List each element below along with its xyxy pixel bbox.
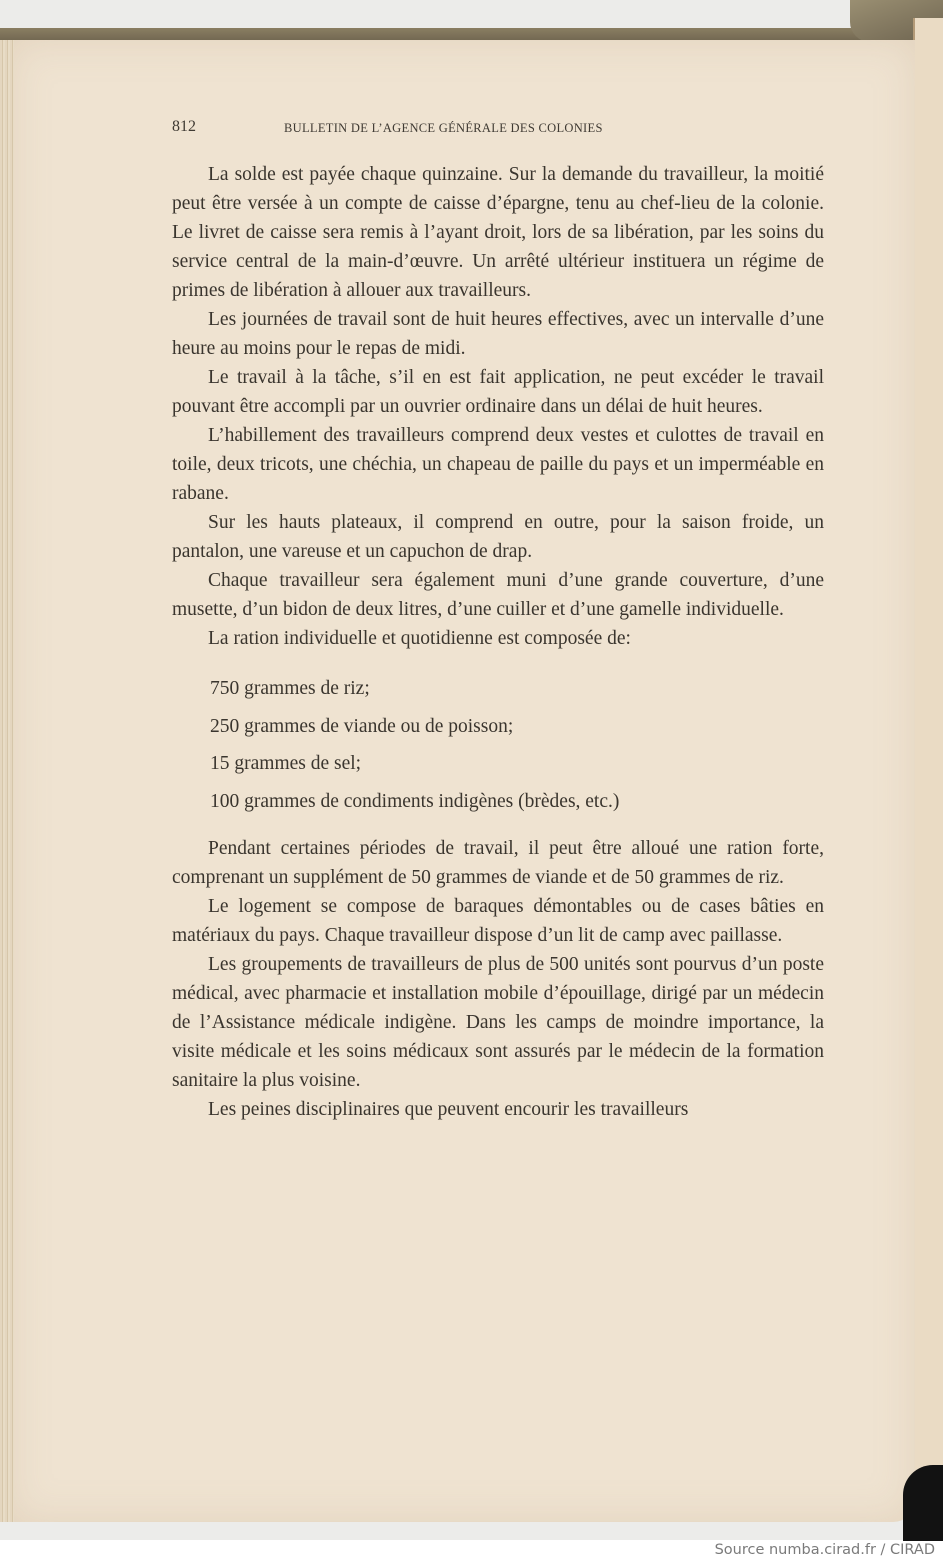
source-caption: Source numba.cirad.fr / CIRAD — [714, 1542, 935, 1558]
running-header — [172, 118, 822, 138]
page-stack-edge — [0, 40, 14, 1522]
paragraph: Le logement se compose de baraques démontables ou de cases bâties en matériaux du pays. Chaque travailleur dispose d’un lit de camp avec paillasse. — [172, 896, 824, 946]
page-fore-edge — [913, 18, 943, 1498]
paragraph: Sur les hauts plateaux, il comprend en outre, pour la saison froide, un pantalon, une vareuse et un capuchon de drap. — [172, 512, 824, 562]
page-number: 812 — [172, 118, 196, 135]
book-cover-corner — [903, 1465, 943, 1541]
paragraph: Les groupements de travailleurs de plus de 500 unités sont pourvus d’un poste médical, avec pharmacie et installation mobile d’épouillage, dirigé par un médecin de l’Assistance médicale indigène. Dans les camps de moindre importance, la visite médicale et les soins médicaux sont assurés par le médecin de la formation sanitaire la plus voisine. — [172, 954, 824, 1091]
list-item: 100 grammes de condiments indigènes (brèdes, etc.) — [210, 790, 620, 812]
paragraph: Les journées de travail sont de huit heures effectives, avec un intervalle d’une heure au moins pour le repas de midi. — [172, 309, 824, 359]
list-item: 750 grammes de riz; — [210, 678, 370, 699]
paragraph: La solde est payée chaque quinzaine. Sur la demande du travailleur, la moitié peut être versée à un compte de caisse d’épargne, tenu au chef-lieu de la colonie. Le livret de caisse sera remis à l’ayant droit, lors de sa libération, par les soins du service central de la main-d’œuvre. Un arrêté ultérieur instituera un régime de primes de libération à allouer aux travailleurs. — [172, 164, 824, 301]
paragraph: Les peines disciplinaires que peuvent encourir les travailleurs — [208, 1099, 689, 1120]
paragraph: Pendant certaines périodes de travail, il peut être alloué une ration forte, comprenant un supplément de 50 grammes de viande et de 50 grammes de riz. — [172, 838, 824, 888]
body-text — [172, 160, 824, 1124]
list-item: 250 grammes de viande ou de poisson; — [210, 715, 514, 737]
list-item: 15 grammes de sel; — [210, 753, 362, 774]
paragraph: L’habillement des travailleurs comprend deux vestes et culottes de travail en toile, deux tricots, une chéchia, un chapeau de paille du pays et un imperméable en rabane. — [172, 425, 824, 504]
ration-list — [172, 670, 824, 820]
paragraph: Chaque travailleur sera également muni d’une grande couverture, d’une musette, d’un bidon de deux litres, d’une cuiller et d’une gamelle individuelle. — [172, 570, 824, 620]
running-head-title: BULLETIN DE L’AGENCE GÉNÉRALE DES COLONIES — [284, 121, 603, 135]
paragraph: La ration individuelle et quotidienne est composée de: — [208, 628, 631, 649]
paragraph: Le travail à la tâche, s’il en est fait application, ne peut excéder le travail pouvant être accompli par un ouvrier ordinaire dans un délai de huit heures. — [172, 367, 824, 417]
